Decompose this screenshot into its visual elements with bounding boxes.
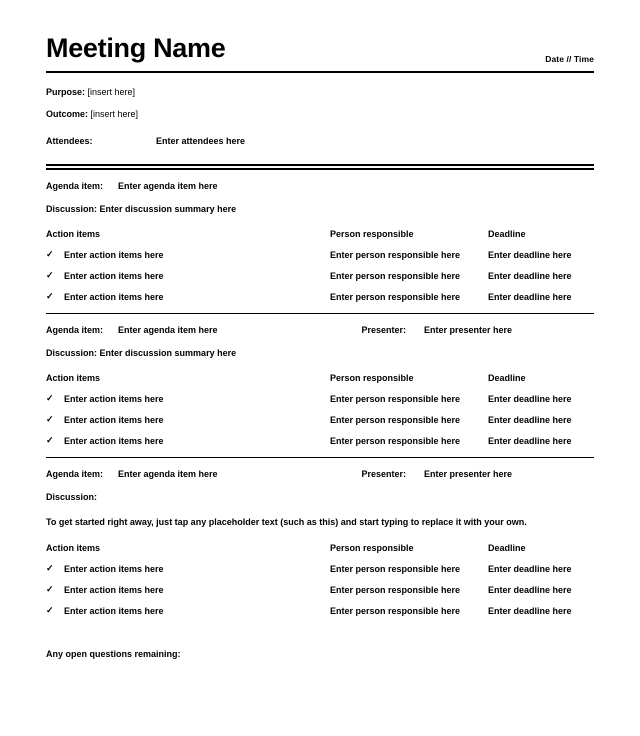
action-item-value[interactable]: Enter action items here — [64, 436, 164, 447]
person-value[interactable]: Enter person responsible here — [330, 605, 461, 616]
action-item-value[interactable]: Enter action items here — [64, 563, 164, 574]
table-row — [46, 250, 594, 260]
agenda-item-label: Agenda item: — [46, 469, 104, 480]
outcome-value[interactable]: [insert here] — [90, 109, 139, 120]
check-icon[interactable]: ✓ — [46, 270, 54, 281]
deadline-value[interactable]: Enter deadline here — [488, 563, 572, 574]
discussion-row — [46, 204, 594, 214]
action-items-header — [46, 229, 594, 250]
action-item-value[interactable]: Enter action items here — [64, 415, 164, 426]
presenter-value[interactable]: Enter presenter here — [424, 469, 513, 480]
deadline-value[interactable]: Enter deadline here — [488, 584, 572, 595]
table-row — [46, 564, 594, 574]
action-items-header — [46, 373, 594, 394]
outcome-row — [46, 109, 594, 120]
discussion-value[interactable]: Enter discussion summary here — [99, 204, 237, 215]
action-items-header — [46, 543, 594, 564]
deadline-value[interactable]: Enter deadline here — [488, 605, 572, 616]
purpose-row — [46, 87, 594, 98]
agenda-header — [46, 469, 594, 479]
person-value[interactable]: Enter person responsible here — [330, 292, 461, 303]
table-row — [46, 415, 594, 425]
person-column-header: Person responsible — [330, 373, 414, 384]
agenda-section — [46, 170, 594, 314]
table-row — [46, 271, 594, 281]
discussion-label: Discussion: — [46, 204, 98, 215]
discussion-body[interactable]: To get started right away, just tap any placeholder text (such as this) and start typing to replace it with your own. — [46, 517, 527, 528]
discussion-label: Discussion: — [46, 492, 98, 503]
table-row — [46, 436, 594, 446]
presenter-label: Presenter: — [361, 469, 406, 480]
agenda-section — [46, 458, 594, 616]
agenda-item-label: Agenda item: — [46, 181, 104, 192]
action-item-value[interactable]: Enter action items here — [64, 394, 164, 405]
presenter-label: Presenter: — [361, 325, 406, 336]
discussion-row — [46, 492, 594, 502]
action-items-column-header: Action items — [46, 229, 101, 240]
check-icon[interactable]: ✓ — [46, 604, 54, 615]
agenda-header — [46, 325, 594, 335]
person-value[interactable]: Enter person responsible here — [330, 436, 461, 447]
check-icon[interactable]: ✓ — [46, 291, 54, 302]
attendees-label: Attendees: — [46, 136, 93, 147]
date-time-label[interactable]: Date // Time — [545, 53, 594, 64]
agenda-item-value[interactable]: Enter agenda item here — [118, 181, 218, 192]
check-icon[interactable]: ✓ — [46, 583, 54, 594]
attendees-value[interactable]: Enter attendees here — [156, 136, 246, 147]
deadline-value[interactable]: Enter deadline here — [488, 436, 572, 447]
deadline-value[interactable]: Enter deadline here — [488, 394, 572, 405]
action-item-value[interactable]: Enter action items here — [64, 250, 164, 261]
deadline-column-header: Deadline — [488, 229, 526, 240]
check-icon[interactable]: ✓ — [46, 562, 54, 573]
meeting-meta — [46, 73, 594, 147]
action-item-value[interactable]: Enter action items here — [64, 292, 164, 303]
person-value[interactable]: Enter person responsible here — [330, 584, 461, 595]
agenda-item-value[interactable]: Enter agenda item here — [118, 325, 218, 336]
deadline-column-header: Deadline — [488, 542, 526, 553]
person-value[interactable]: Enter person responsible here — [330, 250, 461, 261]
document-header — [46, 34, 594, 68]
action-items-column-header: Action items — [46, 373, 101, 384]
open-questions-label[interactable]: Any open questions remaining: — [46, 648, 181, 659]
deadline-value[interactable]: Enter deadline here — [488, 250, 572, 261]
table-row — [46, 606, 594, 616]
check-icon[interactable]: ✓ — [46, 393, 54, 404]
person-value[interactable]: Enter person responsible here — [330, 563, 461, 574]
table-row — [46, 394, 594, 404]
agenda-item-value[interactable]: Enter agenda item here — [118, 469, 218, 480]
action-item-value[interactable]: Enter action items here — [64, 605, 164, 616]
deadline-value[interactable]: Enter deadline here — [488, 292, 572, 303]
action-item-value[interactable]: Enter action items here — [64, 584, 164, 595]
discussion-value[interactable]: Enter discussion summary here — [99, 348, 237, 359]
check-icon[interactable]: ✓ — [46, 414, 54, 425]
attendees-row — [46, 136, 594, 146]
discussion-label: Discussion: — [46, 348, 98, 359]
outcome-label: Outcome: — [46, 109, 89, 120]
person-value[interactable]: Enter person responsible here — [330, 415, 461, 426]
deadline-column-header: Deadline — [488, 373, 526, 384]
agenda-header — [46, 181, 594, 191]
person-column-header: Person responsible — [330, 542, 414, 553]
deadline-value[interactable]: Enter deadline here — [488, 271, 572, 282]
page-title: Meeting Name — [46, 33, 226, 63]
action-items-column-header: Action items — [46, 542, 101, 553]
person-value[interactable]: Enter person responsible here — [330, 271, 461, 282]
check-icon[interactable]: ✓ — [46, 435, 54, 446]
agenda-section — [46, 314, 594, 458]
purpose-label: Purpose: — [46, 86, 86, 97]
check-icon[interactable]: ✓ — [46, 249, 54, 260]
presenter-value[interactable]: Enter presenter here — [424, 325, 513, 336]
deadline-value[interactable]: Enter deadline here — [488, 415, 572, 426]
table-row — [46, 585, 594, 595]
action-item-value[interactable]: Enter action items here — [64, 271, 164, 282]
table-row — [46, 292, 594, 302]
discussion-row — [46, 348, 594, 358]
person-value[interactable]: Enter person responsible here — [330, 394, 461, 405]
purpose-value[interactable]: [insert here] — [87, 86, 136, 97]
agenda-item-label: Agenda item: — [46, 325, 104, 336]
person-column-header: Person responsible — [330, 229, 414, 240]
